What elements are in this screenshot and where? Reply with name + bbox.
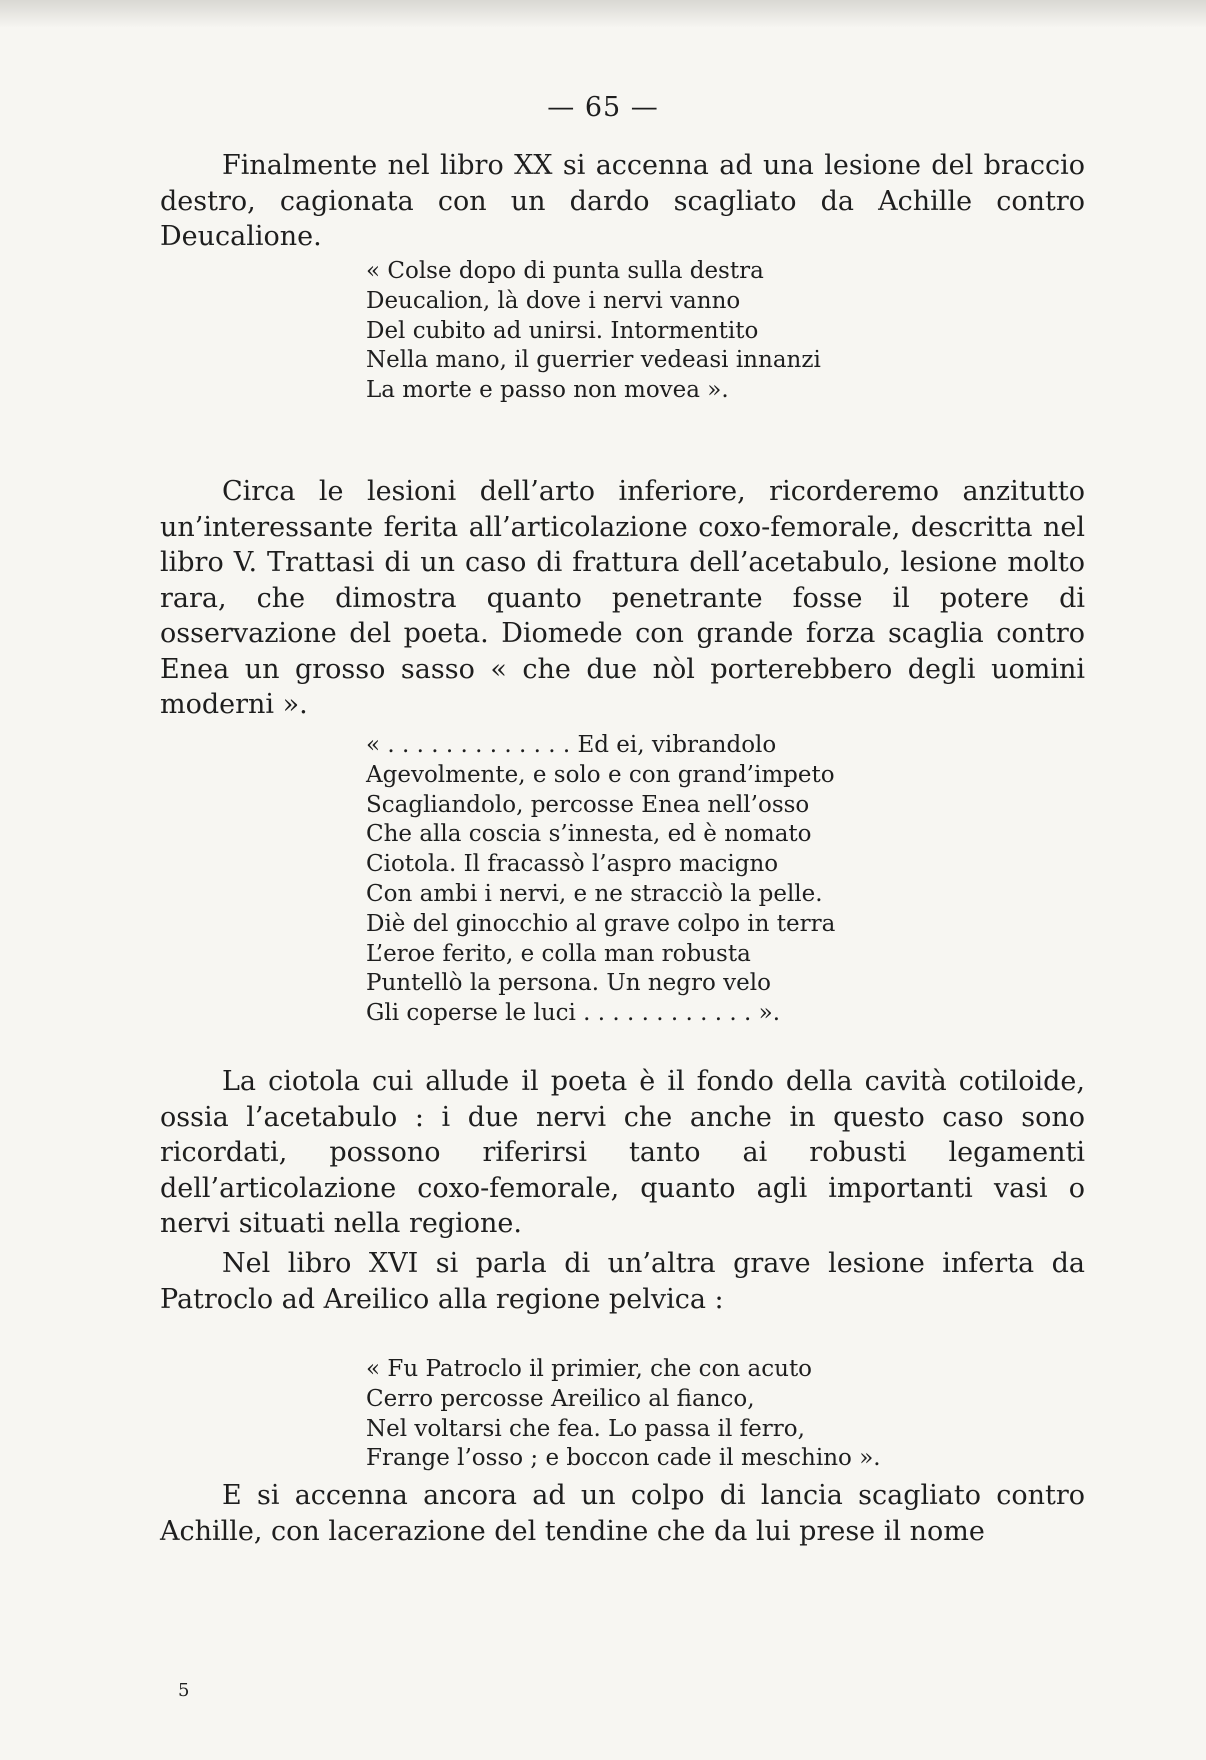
page-number: — 65 — — [547, 92, 659, 123]
verse-line: Frange l’osso ; e boccon cade il meschino ». — [366, 1445, 881, 1472]
paragraph-achille: E si accenna ancora ad un colpo di lancia scagliato contro Achille, con lacerazione del tendine che da lui prese il nome — [160, 1480, 1085, 1547]
verse-line: « Fu Patroclo il primier, che con acuto — [366, 1356, 813, 1382]
scan-edge-shadow — [0, 0, 1206, 28]
verse-block-patroclo — [366, 1355, 881, 1474]
verse-line: Del cubito ad unirsi. Intormentito — [366, 317, 759, 344]
verse-line: Deucalion, là dove i nervi vanno — [366, 287, 741, 314]
verse-line: La morte e passo non movea ». — [366, 377, 729, 404]
verse-line: Agevolmente, e solo e con grand’impeto — [366, 761, 835, 788]
verse-line: Scagliandolo, percosse Enea nell’osso — [366, 791, 810, 818]
verse-line: « . . . . . . . . . . . . . Ed ei, vibrandolo — [366, 732, 777, 758]
paragraph-arto-inferiore: Circa le lesioni dell’arto inferiore, ricorderemo anzitutto un’interessante ferita all’articolazione coxo-femorale, descritta nel libro V. Trattasi di un caso di frattura dell’acetabulo, lesione molto rara, che dimostra quanto penetrante fosse il potere di osservazione del poeta. Diomede con grande forza scaglia contro Enea un grosso sasso « che due nòl porterebbero degli uomini moderni ». — [160, 476, 1085, 720]
paragraph-patroclo: Nel libro XVI si parla di un’altra grave lesione inferta da Patroclo ad Areilico alla regione pelvica : — [160, 1248, 1085, 1315]
verse-line: Cerro percosse Areilico al fianco, — [366, 1385, 755, 1412]
verse-line: Che alla coscia s’innesta, ed è nomato — [366, 821, 812, 848]
verse-line: Nella mano, il guerrier vedeasi innanzi — [366, 347, 821, 374]
paragraph-ciotola: La ciotola cui allude il poeta è il fondo della cavità cotiloide, ossia l’acetabulo : i due nervi che anche in questo caso sono ricordati, possono riferirsi tanto ai robusti legamenti dell’articolazione coxo-femorale, quanto agli importanti vasi o nervi situati nella regione. — [160, 1066, 1085, 1239]
verse-block-enea — [366, 731, 835, 1029]
verse-line: Puntellò la persona. Un negro velo — [366, 970, 771, 997]
signature-mark: 5 — [178, 1680, 190, 1701]
verse-line: Gli coperse le luci . . . . . . . . . . . . ». — [366, 1000, 781, 1027]
verse-block-deucalion — [366, 257, 821, 406]
paragraph-deucalion: Finalmente nel libro XX si accenna ad una lesione del braccio destro, cagionata con un dardo scagliato da Achille contro Deucalione. — [160, 150, 1085, 252]
verse-line: Nel voltarsi che fea. Lo passa il ferro, — [366, 1415, 805, 1442]
verse-line: L’eroe ferito, e colla man robusta — [366, 940, 751, 967]
verse-line: « Colse dopo di punta sulla destra — [366, 258, 764, 284]
verse-line: Diè del ginocchio al grave colpo in terra — [366, 910, 836, 937]
verse-line: Con ambi i nervi, e ne stracciò la pelle. — [366, 880, 823, 907]
verse-line: Ciotola. Il fracassò l’aspro macigno — [366, 851, 779, 878]
